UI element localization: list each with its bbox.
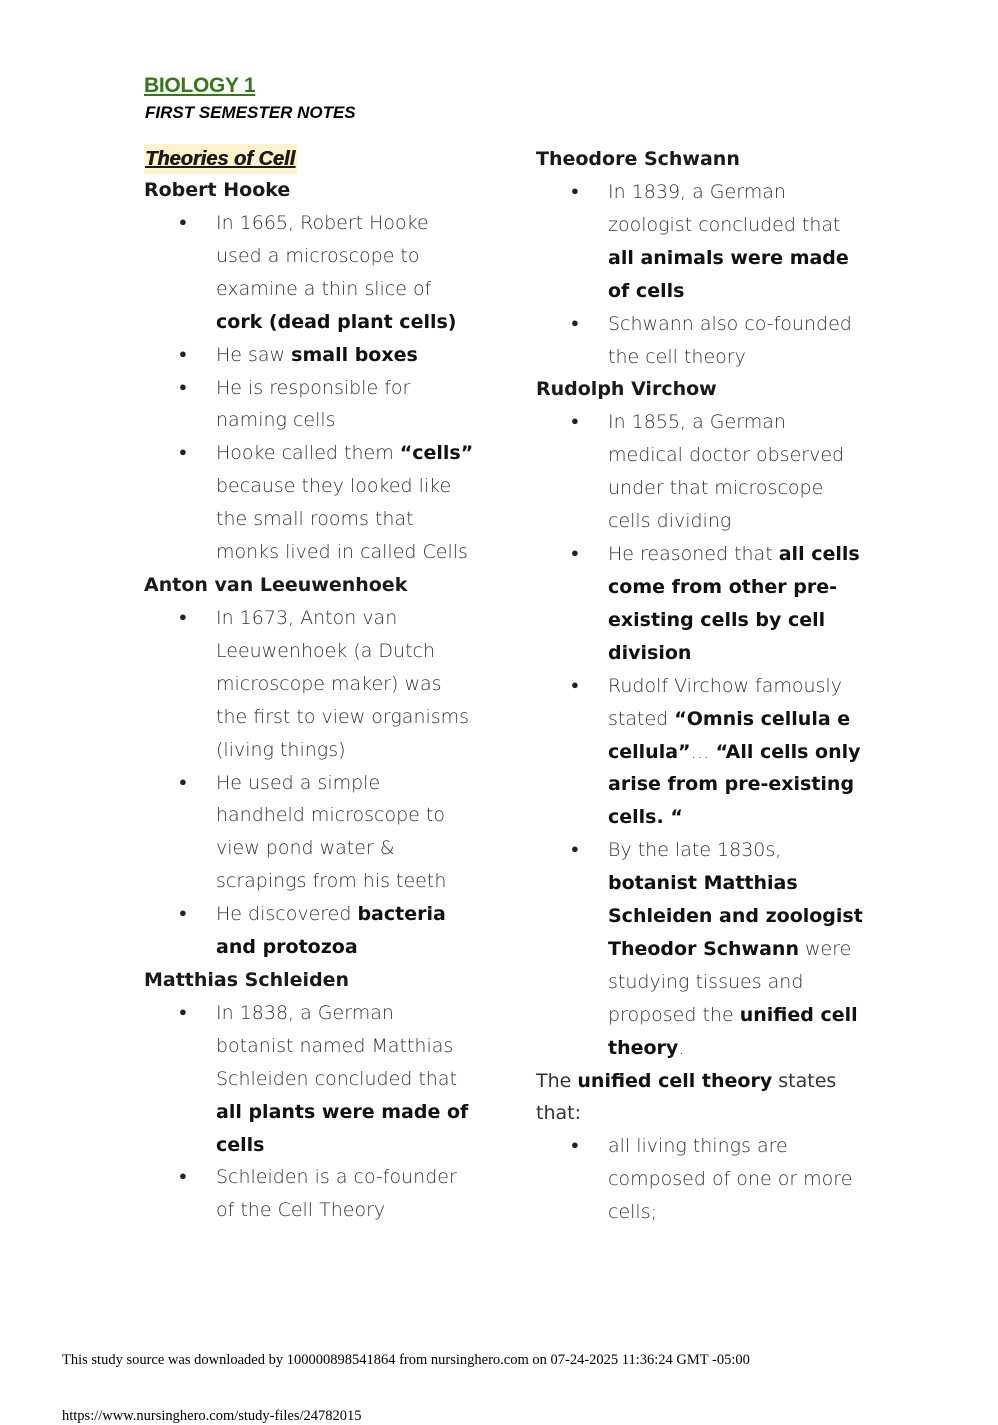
left-column — [144, 143, 474, 1227]
scientist-name-schwann: Theodore Schwann — [536, 148, 740, 170]
list-item: ● In 1838, a German botanist named Matthias Schleiden concluded that all plants were made of cells — [216, 997, 474, 1162]
unified-theory-notes — [536, 1130, 866, 1229]
list-item: ● He is responsible for naming cells — [216, 372, 474, 438]
list-item: ● Schleiden is a co-founder of the Cell Theory — [216, 1161, 474, 1227]
list-item: ● He reasoned that all cells come from other pre-existing cells by cell division — [608, 538, 866, 670]
section-heading: Theories of Cell — [144, 144, 297, 174]
list-item: ● By the late 1830s, botanist Matthias Schleiden and zoologist Theodor Schwann were studying tissues and proposed the unified cell theory. — [608, 834, 866, 1064]
list-item: ● He used a simple handheld microscope to view pond water & scrapings from his teeth — [216, 767, 474, 899]
schleiden-notes — [144, 997, 474, 1227]
source-url[interactable]: https://www.nursinghero.com/study-files/24782015 — [62, 1408, 362, 1424]
list-item: ● all living things are composed of one or more cells; — [608, 1130, 866, 1229]
scientist-name-schleiden: Matthias Schleiden — [144, 968, 350, 991]
list-item: ● Hooke called them “cells” because they looked like the small rooms that monks lived in called Cells — [216, 437, 474, 569]
list-item: ● In 1839, a German zoologist concluded that all animals were made of cells — [608, 176, 866, 308]
list-item: ● Schwann also co-founded the cell theory — [608, 308, 866, 374]
scientist-name-hooke: Robert Hooke — [144, 179, 291, 201]
list-item: ● In 1855, a German medical doctor observed under that microscope cells dividing — [608, 406, 866, 538]
virchow-notes — [536, 406, 866, 1064]
unified-theory-intro: The unified cell theory states that: — [536, 1069, 837, 1125]
schwann-notes — [536, 176, 866, 373]
document-subtitle: FIRST SEMESTER NOTES — [145, 103, 356, 122]
hooke-notes — [144, 207, 474, 569]
list-item: ● He saw small boxes — [216, 339, 474, 372]
list-item: ● He discovered bacteria and protozoa — [216, 898, 474, 964]
download-notice: This study source was downloaded by 100000898541864 from nursinghero.com on 07-24-2025 11:36:24 GMT -05:00 — [62, 1352, 750, 1368]
list-item: ● In 1665, Robert Hooke used a microscope to examine a thin slice of cork (dead plant cells) — [216, 207, 474, 339]
list-item: ● In 1673, Anton van Leeuwenhoek (a Dutch microscope maker) was the first to view organisms (living things) — [216, 602, 474, 767]
scientist-name-leeuwenhoek: Anton van Leeuwenhoek — [144, 573, 408, 596]
scientist-name-virchow: Rudolph Virchow — [536, 378, 717, 401]
right-column — [536, 143, 866, 1229]
leeuwenhoek-notes — [144, 602, 474, 964]
list-item: ● Rudolf Virchow famously stated “Omnis cellula e cellula”… “All cells only arise from pre-existing cells. “ — [608, 670, 866, 835]
document-title: BIOLOGY 1 — [144, 74, 256, 97]
